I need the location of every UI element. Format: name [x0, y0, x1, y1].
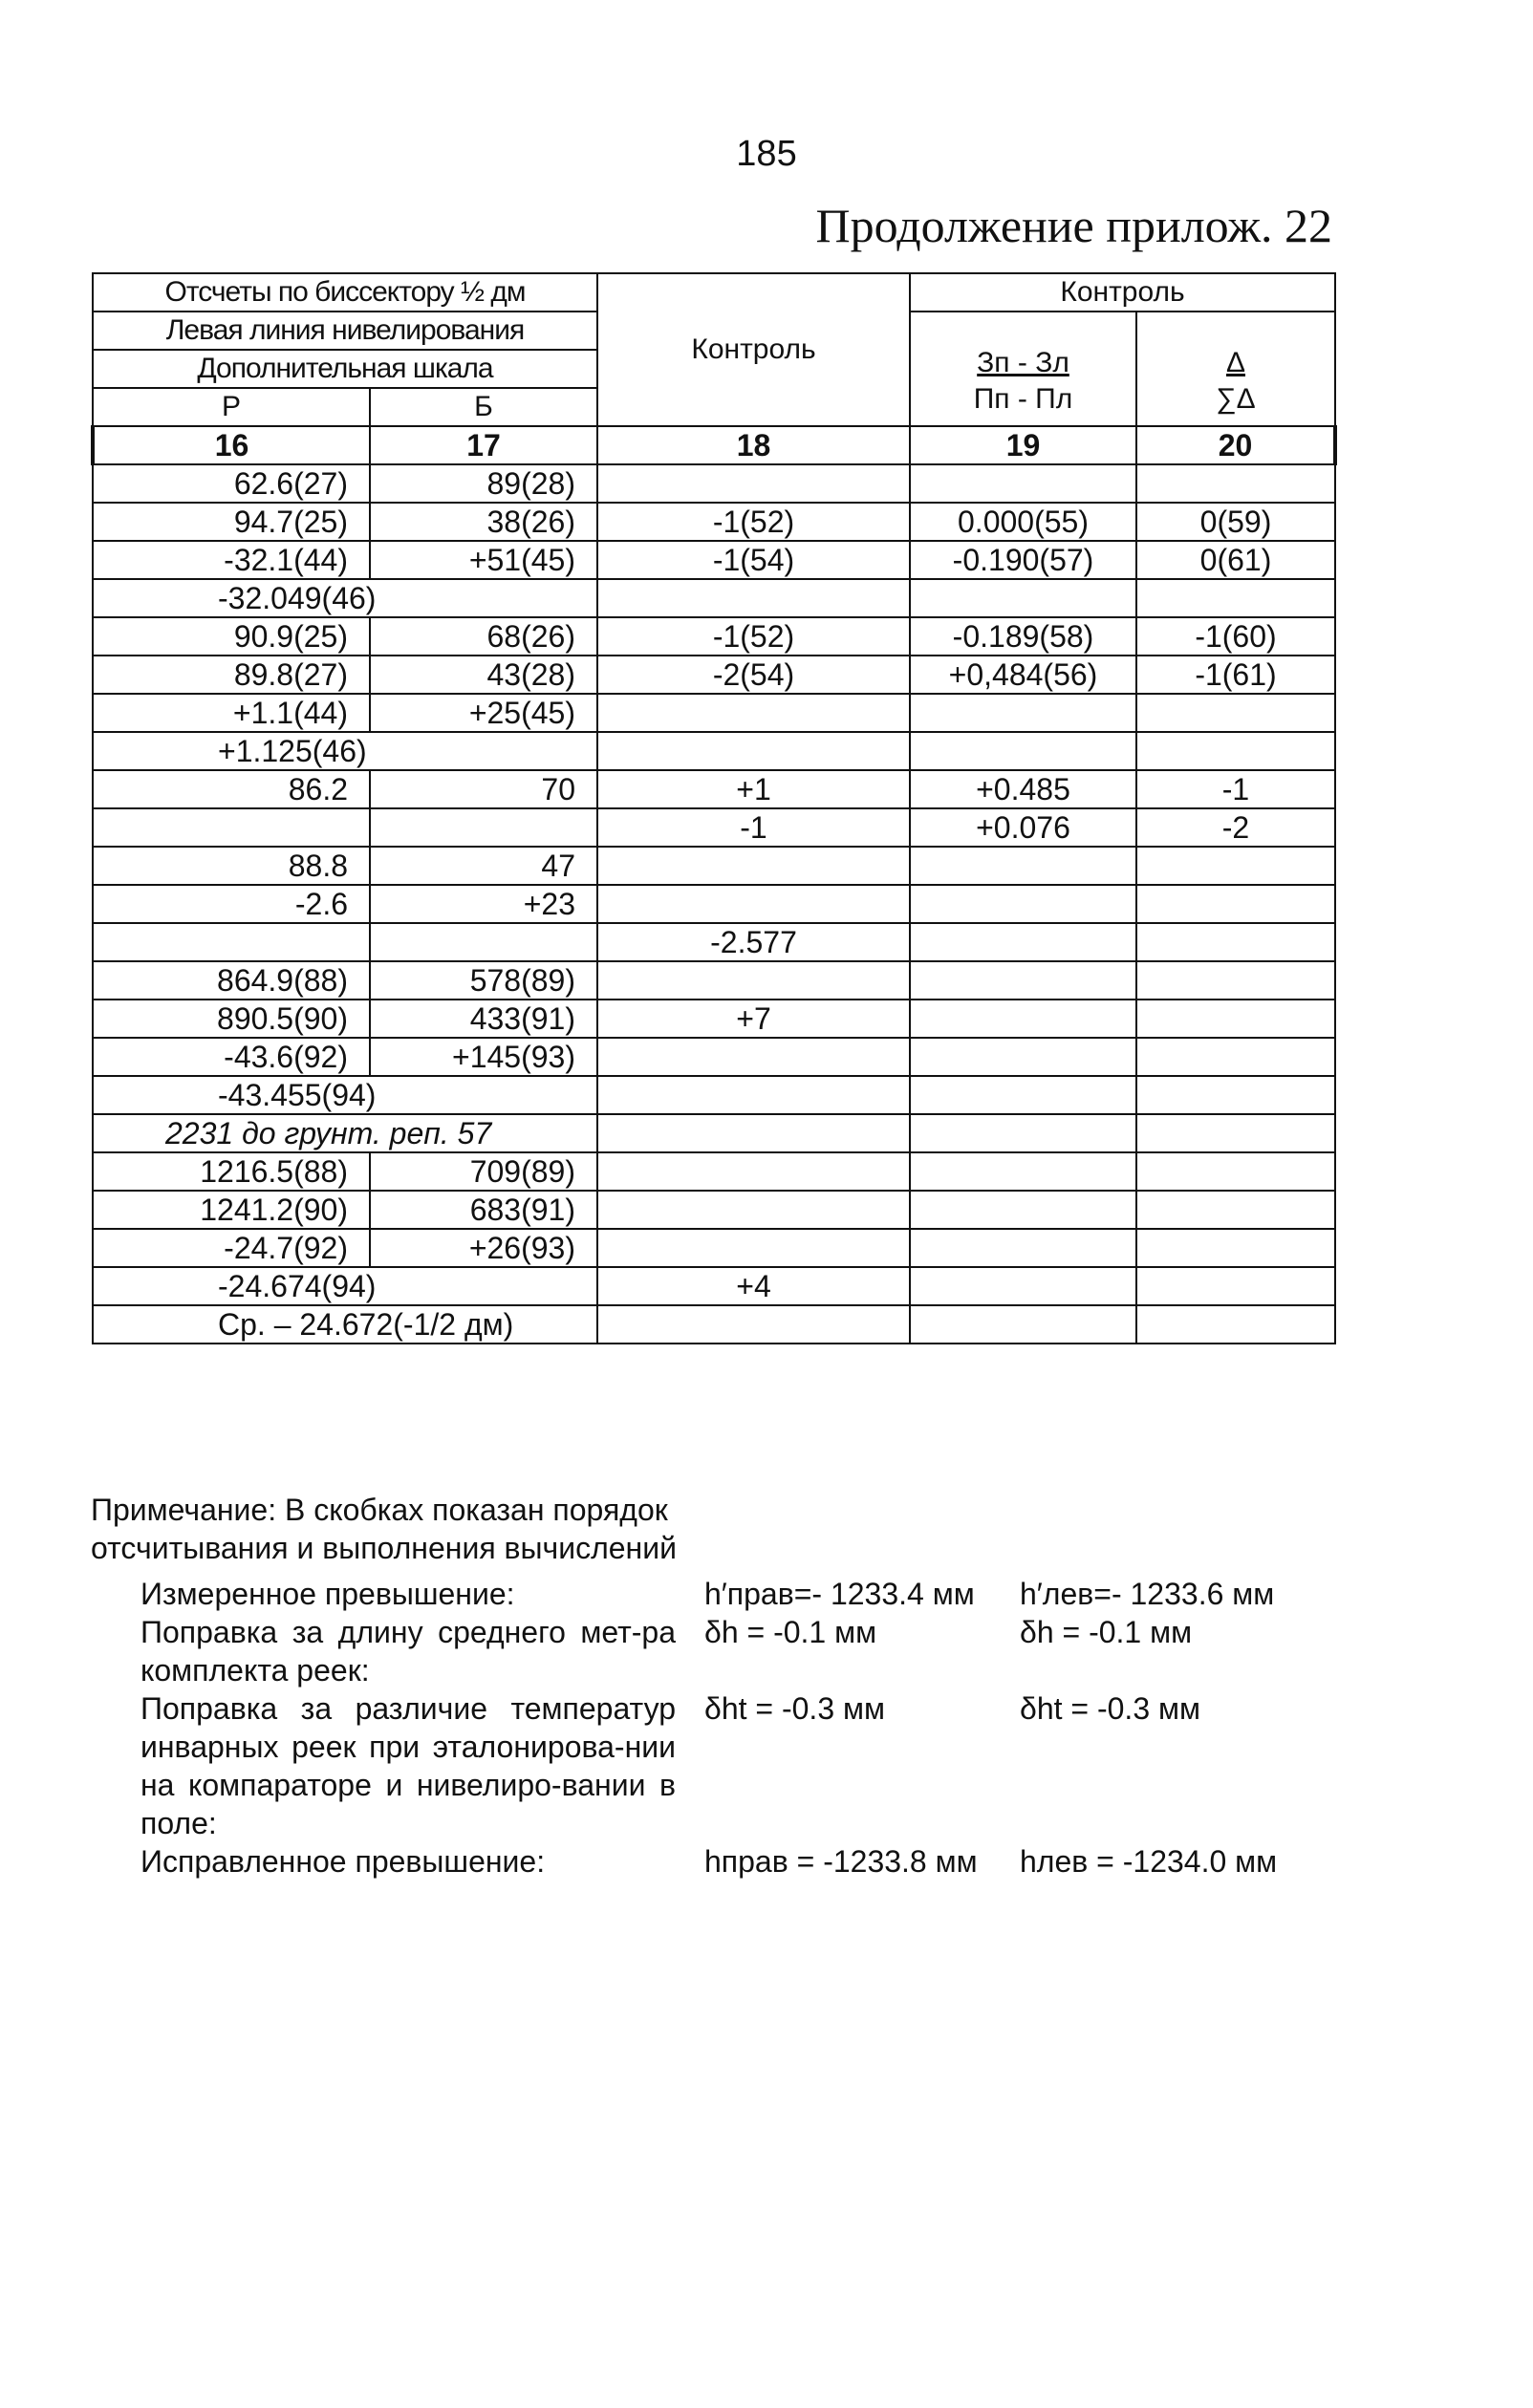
- col-number-18: 18: [597, 426, 910, 464]
- cell-control-18: +7: [597, 1000, 910, 1038]
- cell-merged-result: -32.049(46): [93, 579, 597, 617]
- cell-control-20: [1136, 694, 1335, 732]
- cell-control-18: [597, 1114, 910, 1152]
- cell-r: 864.9(88): [93, 961, 370, 1000]
- cell-control-20: [1136, 961, 1335, 1000]
- cell-b: 578(89): [370, 961, 597, 1000]
- cell-control-18: -1: [597, 808, 910, 847]
- cell-control-19: [910, 732, 1136, 770]
- cell-section-note: 2231 до грунт. реп. 57: [93, 1114, 597, 1152]
- cell-control-19: [910, 885, 1136, 923]
- cell-r: +1.1(44): [93, 694, 370, 732]
- cell-control-20: [1136, 464, 1335, 503]
- cell-control-18: [597, 464, 910, 503]
- cell-r: 1216.5(88): [93, 1152, 370, 1191]
- control-header-19-20: Контроль: [910, 273, 1335, 312]
- leveling-table: [91, 272, 1337, 1344]
- table-row: [93, 1152, 1335, 1191]
- table-row: [93, 541, 1335, 579]
- cell-control-19: [910, 464, 1136, 503]
- correction-right-value: δht = -0.3 мм: [704, 1691, 885, 1726]
- cell-r: -24.7(92): [93, 1229, 370, 1267]
- col-b-header: Б: [370, 388, 597, 426]
- cell-control-18: +4: [597, 1267, 910, 1305]
- cell-control-20: [1136, 1114, 1335, 1152]
- cell-b: 47: [370, 847, 597, 885]
- cell-r: 89.8(27): [93, 656, 370, 694]
- cell-r: [93, 808, 370, 847]
- cell-control-18: [597, 1076, 910, 1114]
- cell-control-18: [597, 694, 910, 732]
- cell-b: 43(28): [370, 656, 597, 694]
- cell-control-19: [910, 961, 1136, 1000]
- cell-control-20: [1136, 1229, 1335, 1267]
- table-row: [93, 579, 1335, 617]
- cell-control-20: -1(60): [1136, 617, 1335, 656]
- cell-r: -32.1(44): [93, 541, 370, 579]
- header-row-1: [93, 273, 1335, 312]
- correction-label: Поправка за длину среднего мет-ра комплекта реек:: [140, 1615, 676, 1688]
- cell-merged-result: -43.455(94): [93, 1076, 597, 1114]
- column-number-row: [93, 426, 1335, 464]
- cell-r: 62.6(27): [93, 464, 370, 503]
- cell-control-18: -2.577: [597, 923, 910, 961]
- cell-b: 433(91): [370, 1000, 597, 1038]
- table-row: [93, 1038, 1335, 1076]
- cell-control-18: [597, 732, 910, 770]
- cell-control-19: [910, 579, 1136, 617]
- cell-r: -43.6(92): [93, 1038, 370, 1076]
- cell-b: +26(93): [370, 1229, 597, 1267]
- cell-control-18: [597, 961, 910, 1000]
- cell-control-18: [597, 885, 910, 923]
- cell-control-19: [910, 1229, 1136, 1267]
- cell-b: 70: [370, 770, 597, 808]
- table-row: [93, 1076, 1335, 1114]
- table-row: [93, 503, 1335, 541]
- control-header-18: Контроль: [597, 273, 910, 426]
- cell-control-18: [597, 1191, 910, 1229]
- cell-control-18: [597, 1152, 910, 1191]
- cell-r: [93, 923, 370, 961]
- note-line-1: Примечание: В скобках показан порядок: [91, 1493, 668, 1527]
- cell-control-19: [910, 694, 1136, 732]
- correction-row: [140, 1689, 1326, 1842]
- correction-row: [140, 1575, 1326, 1613]
- table-row: [93, 656, 1335, 694]
- cell-r: 88.8: [93, 847, 370, 885]
- cell-control-19: [910, 1305, 1136, 1344]
- correction-left-value: h′лев=- 1233.6 мм: [1020, 1577, 1275, 1611]
- table-row: [93, 885, 1335, 923]
- table-row: [93, 1229, 1335, 1267]
- cell-r: 90.9(25): [93, 617, 370, 656]
- cell-control-20: -2: [1136, 808, 1335, 847]
- note-line-2: отсчитывания и выполнения вычислений: [91, 1531, 677, 1565]
- cell-r: 94.7(25): [93, 503, 370, 541]
- col-r-header: Р: [93, 388, 370, 426]
- bisector-header: Отсчеты по биссектору ½ дм: [93, 273, 597, 312]
- cell-b: 89(28): [370, 464, 597, 503]
- sigma-delta-symbol: ∑Δ: [1216, 383, 1256, 415]
- cell-b: 709(89): [370, 1152, 597, 1191]
- cell-control-18: +1: [597, 770, 910, 808]
- cell-r: 1241.2(90): [93, 1191, 370, 1229]
- notes-section: [91, 1491, 1381, 1881]
- col-number-17: 17: [370, 426, 597, 464]
- cell-control-18: [597, 579, 910, 617]
- cell-b: 68(26): [370, 617, 597, 656]
- table-row: [93, 1305, 1335, 1344]
- cell-b: +51(45): [370, 541, 597, 579]
- table-row: [93, 1267, 1335, 1305]
- delta-header: [1136, 312, 1335, 426]
- cell-control-19: [910, 1152, 1136, 1191]
- cell-b: +23: [370, 885, 597, 923]
- cell-control-19: -0.190(57): [910, 541, 1136, 579]
- cell-b: 38(26): [370, 503, 597, 541]
- correction-row: [140, 1842, 1326, 1881]
- cell-merged-result: -24.674(94): [93, 1267, 597, 1305]
- table-row: [93, 464, 1335, 503]
- cell-control-19: [910, 1191, 1136, 1229]
- corrections-table: [140, 1575, 1326, 1881]
- cell-merged-result: Ср. – 24.672(-1/2 дм): [93, 1305, 597, 1344]
- cell-control-20: [1136, 1191, 1335, 1229]
- cell-control-20: [1136, 923, 1335, 961]
- cell-control-20: -1(61): [1136, 656, 1335, 694]
- left-line-header: Левая линия нивелирования: [93, 312, 597, 350]
- cell-control-20: [1136, 1000, 1335, 1038]
- leveling-table-wrapper: [91, 272, 1333, 1344]
- cell-b: [370, 923, 597, 961]
- cell-b: +145(93): [370, 1038, 597, 1076]
- fraction-header: [910, 312, 1136, 426]
- cell-control-19: +0.076: [910, 808, 1136, 847]
- cell-control-20: [1136, 1152, 1335, 1191]
- table-row: [93, 847, 1335, 885]
- cell-control-19: [910, 1114, 1136, 1152]
- cell-control-20: [1136, 885, 1335, 923]
- table-row: [93, 617, 1335, 656]
- extra-scale-header: Дополнительная шкала: [93, 350, 597, 388]
- correction-row: [140, 1613, 1326, 1689]
- fraction-denominator: Пп - Пл: [973, 383, 1073, 415]
- cell-control-20: [1136, 1267, 1335, 1305]
- delta-symbol: Δ: [1225, 347, 1246, 378]
- cell-b: 683(91): [370, 1191, 597, 1229]
- cell-control-20: [1136, 1305, 1335, 1344]
- correction-right-value: h′прав=- 1233.4 мм: [704, 1577, 975, 1611]
- cell-control-18: -1(54): [597, 541, 910, 579]
- table-row: [93, 1114, 1335, 1152]
- cell-r: 86.2: [93, 770, 370, 808]
- cell-control-20: -1: [1136, 770, 1335, 808]
- cell-control-18: [597, 1038, 910, 1076]
- cell-control-20: 0(59): [1136, 503, 1335, 541]
- cell-control-19: [910, 1267, 1136, 1305]
- col-number-19: 19: [910, 426, 1136, 464]
- table-row: [93, 694, 1335, 732]
- table-row: [93, 808, 1335, 847]
- cell-control-18: [597, 1229, 910, 1267]
- correction-left-value: δht = -0.3 мм: [1020, 1691, 1200, 1726]
- table-row: [93, 732, 1335, 770]
- cell-merged-result: +1.125(46): [93, 732, 597, 770]
- cell-control-19: [910, 923, 1136, 961]
- cell-control-19: [910, 1000, 1136, 1038]
- table-row: [93, 1000, 1335, 1038]
- table-row: [93, 923, 1335, 961]
- cell-control-20: [1136, 579, 1335, 617]
- cell-b: +25(45): [370, 694, 597, 732]
- cell-control-20: [1136, 1038, 1335, 1076]
- correction-right-value: δh = -0.1 мм: [704, 1615, 877, 1649]
- correction-left-value: δh = -0.1 мм: [1020, 1615, 1193, 1649]
- col-number-16: 16: [93, 426, 370, 464]
- correction-right-value: hправ = -1233.8 мм: [704, 1844, 978, 1879]
- cell-control-19: [910, 1076, 1136, 1114]
- cell-control-18: -1(52): [597, 617, 910, 656]
- cell-control-19: [910, 847, 1136, 885]
- cell-b: [370, 808, 597, 847]
- col-number-20: 20: [1136, 426, 1335, 464]
- cell-control-18: -1(52): [597, 503, 910, 541]
- fraction-numerator: Зп - Зл: [977, 347, 1069, 378]
- table-row: [93, 1191, 1335, 1229]
- cell-control-19: [910, 1038, 1136, 1076]
- cell-r: 890.5(90): [93, 1000, 370, 1038]
- page-number: 185: [736, 134, 797, 174]
- correction-label: Исправленное превышение:: [140, 1844, 546, 1879]
- cell-r: -2.6: [93, 885, 370, 923]
- table-row: [93, 770, 1335, 808]
- cell-control-19: +0,484(56): [910, 656, 1136, 694]
- correction-left-value: hлев = -1234.0 мм: [1020, 1844, 1278, 1879]
- cell-control-20: [1136, 732, 1335, 770]
- appendix-subtitle: Продолжение прилож. 22: [815, 199, 1332, 252]
- cell-control-20: [1136, 847, 1335, 885]
- cell-control-19: +0.485: [910, 770, 1136, 808]
- cell-control-18: [597, 847, 910, 885]
- cell-control-20: [1136, 1076, 1335, 1114]
- cell-control-19: 0.000(55): [910, 503, 1136, 541]
- cell-control-18: [597, 1305, 910, 1344]
- table-row: [93, 961, 1335, 1000]
- correction-label: Измеренное превышение:: [140, 1577, 515, 1611]
- correction-label: Поправка за различие температур инварных реек при эталонирова-нии на компараторе и нивелиро-вании в поле:: [140, 1691, 676, 1840]
- cell-control-18: -2(54): [597, 656, 910, 694]
- cell-control-20: 0(61): [1136, 541, 1335, 579]
- cell-control-19: -0.189(58): [910, 617, 1136, 656]
